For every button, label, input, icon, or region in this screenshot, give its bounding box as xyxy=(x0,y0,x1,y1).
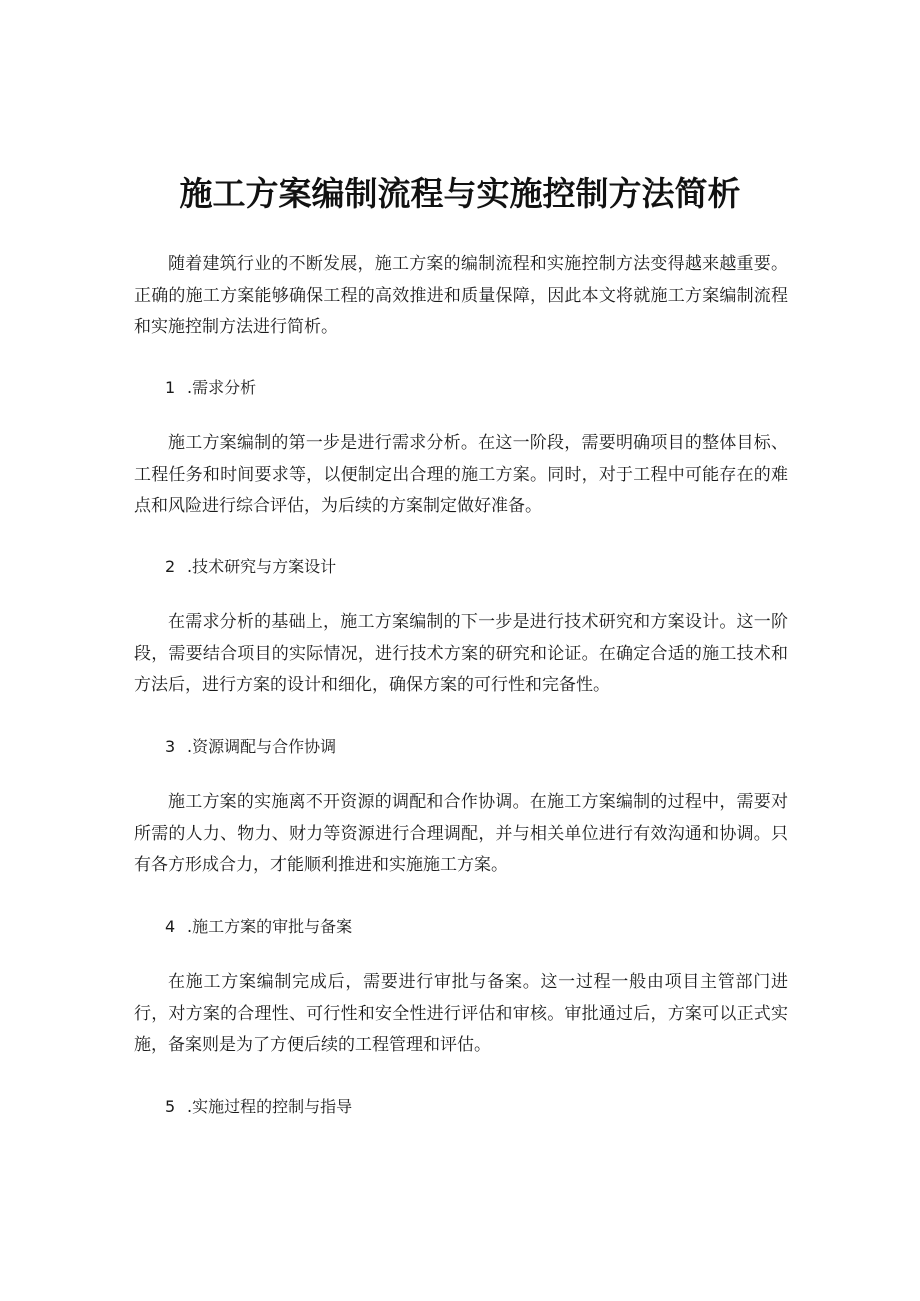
section-heading-1 xyxy=(165,376,256,400)
section-heading-4 xyxy=(165,915,352,939)
section-body-3: 施工方案的实施离不开资源的调配和合作协调。在施工方案编制的过程中，需要对所需的人力、物力、财力等资源进行合理调配，并与相关单位进行有效沟通和协调。只有各方形成合力，才能顺利推进和实施施工方案。 xyxy=(134,792,788,875)
section-body-1: 施工方案编制的第一步是进行需求分析。在这一阶段，需要明确项目的整体目标、工程任务和时间要求等，以便制定出合理的施工方案。同时，对于工程中可能存在的难点和风险进行综合评估，为后续的方案制定做好准备。 xyxy=(134,433,788,516)
section-number: 2 xyxy=(165,557,176,576)
section-number: 4 xyxy=(165,917,176,936)
section-title: .技术研究与方案设计 xyxy=(187,557,337,576)
section-heading-3 xyxy=(165,735,336,759)
section-heading-5 xyxy=(165,1095,352,1119)
section-title: .资源调配与合作协调 xyxy=(187,737,337,756)
section-body-2: 在需求分析的基础上，施工方案编制的下一步是进行技术研究和方案设计。这一阶段，需要结合项目的实际情况，进行技术方案的研究和论证。在确定合适的施工技术和方法后，进行方案的设计和细化，确保方案的可行性和完备性。 xyxy=(134,612,788,695)
section-number: 5 xyxy=(165,1097,176,1116)
intro-paragraph: 随着建筑行业的不断发展，施工方案的编制流程和实施控制方法变得越来越重要。正确的施工方案能够确保工程的高效推进和质量保障，因此本文将就施工方案编制流程和实施控制方法进行简析。 xyxy=(134,254,788,337)
section-title: .实施过程的控制与指导 xyxy=(187,1097,353,1116)
section-body-4: 在施工方案编制完成后，需要进行审批与备案。这一过程一般由项目主管部门进行，对方案的合理性、可行性和安全性进行评估和审核。审批通过后，方案可以正式实施，备案则是为了方便后续的工程管理和评估。 xyxy=(134,972,788,1055)
document-title: 施工方案编制流程与实施控制方法简析 xyxy=(179,174,741,213)
section-title: .需求分析 xyxy=(187,378,257,397)
section-number: 1 xyxy=(165,378,176,397)
section-title: .施工方案的审批与备案 xyxy=(187,917,353,936)
section-number: 3 xyxy=(165,737,176,756)
section-heading-2 xyxy=(165,555,336,579)
